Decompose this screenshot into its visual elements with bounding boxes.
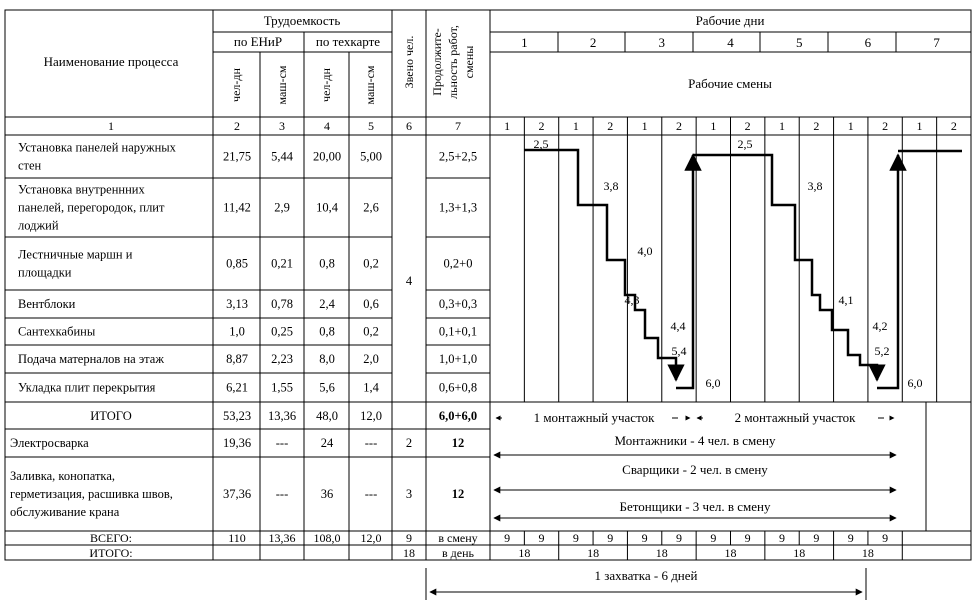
- fitters-label: Монтажники - 4 чел. в смену: [614, 433, 776, 448]
- per-day-value: 18: [793, 546, 806, 560]
- process-name: стен: [18, 158, 42, 173]
- cell-duration: 0,3+0,3: [438, 297, 478, 311]
- duration-header-2: льность работ,: [446, 25, 460, 99]
- cell-duration: 1,0+1,0: [438, 352, 478, 366]
- by-enir-header: по ЕНиР: [233, 34, 283, 49]
- shift-number: 2: [882, 119, 889, 133]
- column-number: 4: [324, 119, 330, 133]
- cell-tk-ms: 0,2: [363, 324, 379, 339]
- grand-total-crew: 9: [406, 531, 412, 545]
- process-name: герметизация, расшивка швов,: [10, 487, 173, 501]
- cell-duration: 0,1+0,1: [438, 324, 478, 339]
- process-name-header: Наименование процесса: [43, 54, 179, 69]
- total-tk-ms: 12,0: [360, 409, 382, 423]
- cell-tk-ms: 0,6: [363, 297, 379, 311]
- mach-shifts-header-1: маш-см: [275, 65, 289, 105]
- duration-label: 5,2: [874, 344, 890, 358]
- process-name: Вентблоки: [18, 297, 76, 311]
- per-shift-value: 9: [813, 531, 820, 545]
- cell-enir-ms: ---: [275, 487, 289, 501]
- man-days-header-1: чел-дн: [229, 68, 243, 102]
- process-name: Укладка плит перекрытия: [18, 380, 156, 395]
- cell-tk-md: 0,8: [319, 256, 335, 271]
- process-name: Установка внутреннних: [18, 182, 145, 197]
- welders-label: Сварщики - 2 чел. в смену: [622, 462, 768, 477]
- grand-total-tk-ms: 12,0: [360, 531, 382, 545]
- cell-tk-md: 5,6: [319, 380, 335, 395]
- cell-tk-ms: 0,2: [363, 256, 379, 271]
- duration-label: 6,0: [705, 376, 721, 390]
- per-shift-value: 9: [607, 531, 614, 545]
- column-number: 2: [234, 119, 240, 133]
- cell-enir-md: 0,85: [226, 256, 248, 271]
- process-name: панелей, перегородок, плит: [18, 200, 165, 215]
- day-number: 2: [589, 35, 597, 50]
- cell-enir-ms: 5,44: [271, 149, 293, 164]
- total-enir-ms: 13,36: [267, 409, 297, 423]
- labor-header: Трудоемкость: [263, 13, 341, 28]
- per-shift-value: 9: [538, 531, 545, 545]
- section-labels: [534, 410, 857, 583]
- shift-number: 2: [950, 119, 957, 133]
- duration-label: 4,3: [624, 293, 640, 307]
- day-number: 5: [795, 35, 803, 50]
- column-number: 7: [455, 119, 461, 133]
- per-shift-value: 9: [572, 531, 579, 545]
- mach-shifts-header-2: маш-см: [363, 65, 377, 105]
- cell-enir-ms: 2,23: [271, 352, 293, 366]
- work-shifts-header: Рабочие смены: [688, 76, 772, 91]
- process-name: лоджий: [18, 218, 59, 233]
- cell-enir-md: 3,13: [226, 297, 248, 311]
- per-day-value: 18: [587, 546, 600, 560]
- per-day-value: 18: [861, 546, 874, 560]
- cell-tk-md: 0,8: [319, 324, 335, 339]
- cell-enir-ms: 2,9: [274, 200, 290, 215]
- duration-label: 3,8: [807, 179, 823, 193]
- cell-duration: 12: [451, 436, 465, 450]
- per-day-value: 18: [724, 546, 737, 560]
- work-days-header: Рабочие дни: [695, 13, 765, 28]
- total-enir-md: 53,23: [222, 409, 252, 423]
- cell-duration: 12: [451, 487, 465, 501]
- column-number: 6: [406, 119, 412, 133]
- cell-enir-ms: 0,25: [271, 324, 293, 339]
- process-name: Электросварка: [10, 436, 89, 450]
- process-name: Сантехкабины: [18, 324, 96, 339]
- table-header: [44, 13, 772, 105]
- by-techmap-header: по техкарте: [315, 34, 381, 49]
- extra-rows: [10, 436, 464, 519]
- cell-tk-md: 20,00: [312, 149, 342, 164]
- cell-tk-md: 36: [320, 487, 334, 501]
- shift-number: 2: [813, 119, 820, 133]
- total-row: [90, 409, 477, 423]
- shift-number: 1: [641, 119, 648, 133]
- day-number: 4: [727, 35, 734, 50]
- cell-crew: 3: [405, 487, 413, 501]
- cell-enir-ms: 0,78: [271, 297, 293, 311]
- shift-number: 1: [779, 119, 786, 133]
- shift-number: 1: [710, 119, 717, 133]
- column-numbers: [108, 119, 461, 133]
- per-shift-value: 9: [675, 531, 682, 545]
- cell-tk-ms: ---: [364, 436, 378, 450]
- per-day-value: 18: [655, 546, 668, 560]
- cell-enir-md: 1,0: [229, 324, 245, 339]
- cell-duration: 1,3+1,3: [438, 200, 478, 215]
- process-rows: [18, 141, 477, 395]
- day-number: 6: [864, 35, 872, 50]
- shift-number: 2: [675, 119, 682, 133]
- cell-tk-md: 10,4: [316, 200, 338, 215]
- grand-total-tk-md: 108,0: [313, 531, 341, 545]
- cell-tk-ms: 1,4: [363, 380, 379, 395]
- shift-number: 1: [916, 119, 923, 133]
- cell-duration: 0,6+0,8: [438, 380, 478, 395]
- per-shift-value: 9: [504, 531, 511, 545]
- cell-enir-md: 37,36: [222, 487, 252, 501]
- day-number: 1: [521, 35, 528, 50]
- duration-header-1: Продолжите-: [430, 28, 444, 96]
- duration-label: 5,4: [671, 344, 687, 358]
- cell-enir-ms: 0,21: [271, 256, 293, 271]
- per-day-value: 18: [518, 546, 531, 560]
- crew-header: Звено чел.: [402, 35, 416, 89]
- schedule-line-section-1: [524, 150, 676, 380]
- man-days-header-2: чел-дн: [319, 68, 333, 102]
- cell-duration: 2,5+2,5: [438, 149, 478, 164]
- cell-duration: 0,2+0: [443, 256, 473, 271]
- day-number: 3: [658, 35, 666, 50]
- schedule-line-section-2: [693, 155, 877, 380]
- section-1-label: 1 монтажный участок: [533, 410, 655, 425]
- shift-number: 1: [572, 119, 579, 133]
- process-name: Лестничные маршн и: [18, 247, 133, 262]
- total-label: ИТОГО: [90, 409, 132, 423]
- cell-enir-md: 11,42: [223, 200, 251, 215]
- column-number: 5: [368, 119, 374, 133]
- cell-enir-md: 21,75: [222, 149, 252, 164]
- shift-number: 1: [847, 119, 854, 133]
- process-name: Установка панелей наружных: [18, 140, 176, 155]
- per-shift-label: в смену: [438, 531, 478, 545]
- per-shift-value: 9: [847, 531, 854, 545]
- per-shift-value: 9: [641, 531, 648, 545]
- cell-enir-ms: ---: [275, 436, 289, 450]
- total-tk-md: 48,0: [316, 409, 338, 423]
- shift-grid: [524, 117, 936, 560]
- day-numbers: [521, 35, 940, 50]
- day-number: 7: [933, 35, 940, 50]
- shift-number: 1: [504, 119, 511, 133]
- total-per-day-label: ИТОГО:: [89, 546, 133, 560]
- cell-tk-ms: 2,6: [363, 200, 379, 215]
- column-number: 1: [108, 119, 114, 133]
- shift-number: 2: [538, 119, 545, 133]
- column-number: 3: [279, 119, 285, 133]
- duration-label: 3,8: [603, 179, 619, 193]
- cell-tk-ms: 5,00: [360, 149, 382, 164]
- duration-label: 4,2: [872, 319, 888, 333]
- section-2-label: 2 монтажный участок: [734, 410, 856, 425]
- table-grid: [5, 10, 971, 560]
- per-shift-value: 9: [779, 531, 786, 545]
- cell-tk-md: 8,0: [319, 352, 335, 366]
- crew-main: 4: [405, 274, 413, 288]
- shift-number: 2: [744, 119, 751, 133]
- cell-tk-ms: ---: [364, 487, 378, 501]
- duration-label: 2,5: [737, 137, 753, 151]
- cyclogram-labels: [534, 137, 923, 390]
- process-name: площадки: [18, 265, 72, 280]
- cell-enir-md: 8,87: [226, 352, 248, 366]
- duration-label: 4,0: [637, 244, 653, 258]
- duration-label: 4,4: [670, 319, 686, 333]
- total-duration: 6,0+6,0: [438, 409, 478, 423]
- grand-total-label: ВСЕГО:: [90, 531, 132, 545]
- concrete-label: Бетонщики - 3 чел. в смену: [619, 499, 771, 514]
- per-day-label: в день: [442, 546, 474, 560]
- grand-total-enir-ms: 13,36: [268, 531, 296, 545]
- duration-label: 6,0: [907, 376, 923, 390]
- cell-tk-md: 24: [320, 436, 334, 450]
- total-per-day-crew: 18: [403, 546, 415, 560]
- shift-number: 2: [607, 119, 614, 133]
- cell-tk-md: 2,4: [319, 297, 335, 311]
- grip-label: 1 захватка - 6 дней: [594, 568, 698, 583]
- duration-label: 4,1: [838, 293, 854, 307]
- grand-total-enir-md: 110: [228, 531, 246, 545]
- per-shift-value: 9: [744, 531, 751, 545]
- per-shift-value: 9: [710, 531, 717, 545]
- duration-header-3: смены: [462, 45, 476, 79]
- per-shift-value: 9: [882, 531, 889, 545]
- process-name: обслуживание крана: [10, 505, 120, 519]
- cell-enir-ms: 1,55: [271, 380, 293, 395]
- cell-enir-md: 19,36: [222, 436, 252, 450]
- process-name: Подача матерналов на этаж: [18, 352, 164, 366]
- cell-crew: 2: [405, 436, 413, 450]
- cell-enir-md: 6,21: [226, 380, 248, 395]
- process-name: Заливка, конопатка,: [10, 469, 115, 483]
- cyclogram: [524, 150, 962, 388]
- cell-tk-ms: 2,0: [363, 352, 379, 366]
- duration-label: 2,5: [533, 137, 549, 151]
